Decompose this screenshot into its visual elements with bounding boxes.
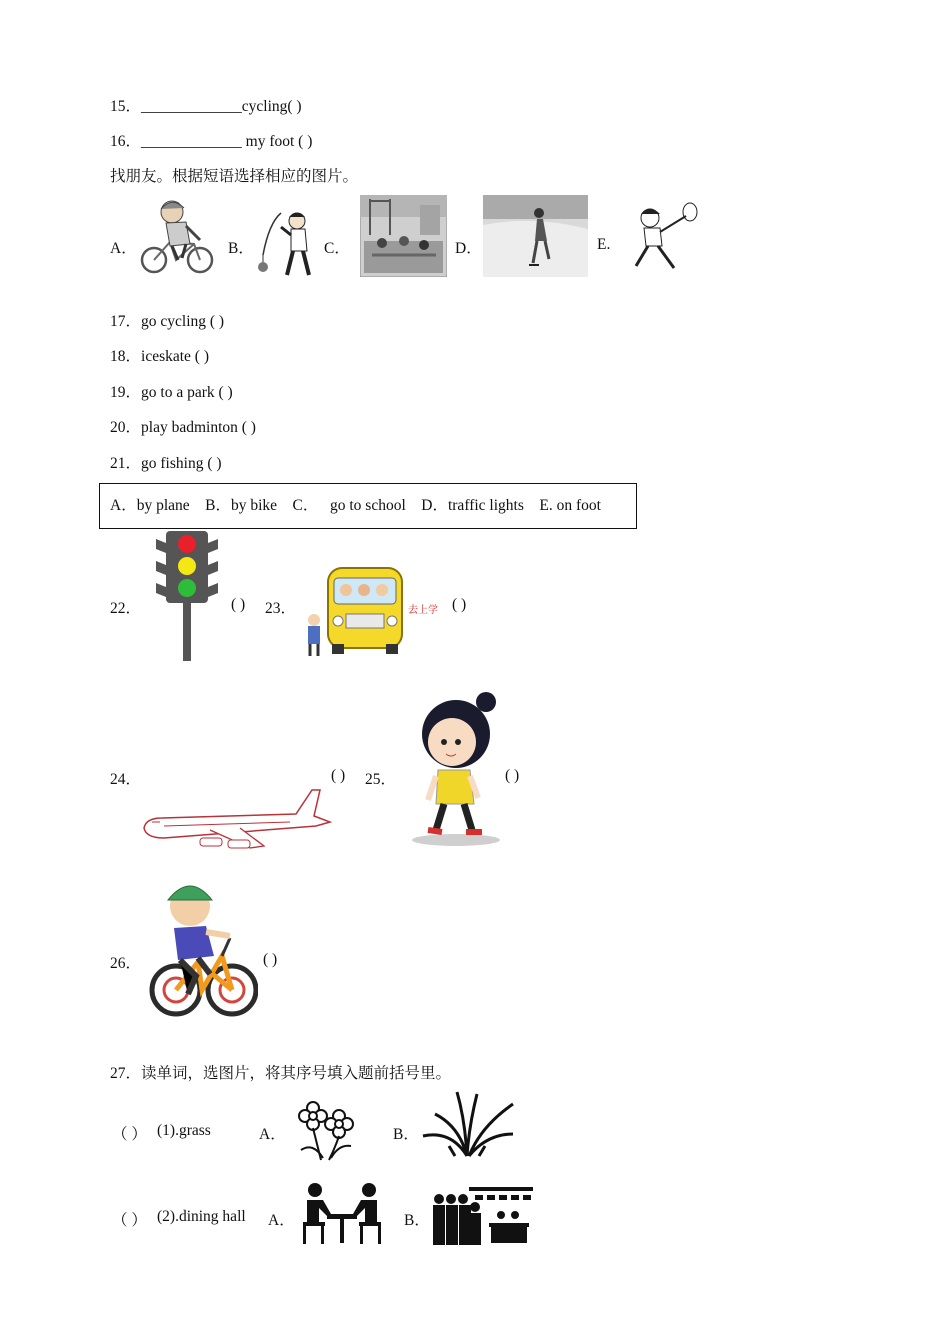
- question-number: 16．: [110, 133, 142, 150]
- question-25-number: 25．: [365, 771, 397, 788]
- q27-row1-option-a: A．: [259, 1126, 286, 1143]
- bus-sign-text: 去上学: [408, 605, 438, 616]
- traffic-light-icon: [154, 529, 220, 661]
- question-text: cycling( ): [241, 98, 302, 115]
- hall-icon: [431, 1185, 533, 1245]
- park-scene-photo-icon: [360, 195, 447, 277]
- q27-row1-word: (1).grass: [157, 1122, 211, 1139]
- option-label-e: E.: [597, 236, 611, 253]
- question-27-title: 27．读单词，选图片，将其序号填入题前括号里。: [110, 1065, 452, 1082]
- girl-walking-icon: [408, 692, 504, 848]
- boy-cycling-icon: [148, 876, 258, 1020]
- q27-row1-option-b: B．: [393, 1126, 419, 1143]
- section-title-find-friends: 找朋友。根据短语选择相应的图片。: [110, 168, 359, 185]
- answer-blank[interactable]: _____________: [141, 133, 242, 150]
- q27-row2-option-b: B．: [404, 1212, 430, 1229]
- q27-row1-paren[interactable]: （ ）: [112, 1126, 147, 1143]
- option-label-b: B．: [228, 240, 254, 257]
- question-number: 15．: [110, 98, 142, 115]
- q27-row2-word: (2).dining hall: [157, 1208, 246, 1225]
- question-23-number: 23．: [265, 600, 297, 617]
- question-19: 19．go to a park ( ): [110, 384, 233, 401]
- question-23-paren[interactable]: ( ): [452, 596, 467, 613]
- question-22-number: 22．: [110, 600, 142, 617]
- answer-blank[interactable]: _____________: [141, 98, 242, 115]
- question-18: 18．iceskate ( ): [110, 348, 210, 365]
- grass-icon: [421, 1090, 515, 1158]
- airplane-icon: [140, 786, 332, 852]
- girl-ice-skating-photo-icon: [483, 195, 588, 277]
- word-box-text: A．by plane B．by bike C． go to school D．traffic lights E. on foot: [110, 497, 601, 514]
- question-16: [110, 129, 312, 151]
- question-26-paren[interactable]: ( ): [263, 951, 278, 968]
- question-21: 21．go fishing ( ): [110, 455, 222, 472]
- school-bus-icon: [302, 562, 408, 658]
- question-24-paren[interactable]: ( ): [331, 767, 346, 784]
- question-26-number: 26．: [110, 955, 142, 972]
- question-text: my foot ( ): [241, 133, 313, 150]
- boy-riding-bicycle-icon: [136, 196, 218, 278]
- q27-row2-paren[interactable]: （ ）: [112, 1212, 147, 1229]
- question-22-paren[interactable]: ( ): [231, 596, 246, 613]
- question-25-paren[interactable]: ( ): [505, 767, 520, 784]
- question-24-number: 24．: [110, 771, 142, 788]
- option-label-a: A．: [110, 240, 137, 257]
- question-20: 20．play badminton ( ): [110, 419, 256, 436]
- option-label-d: D．: [455, 240, 482, 257]
- flowers-icon: [295, 1098, 357, 1162]
- q27-row2-option-a: A．: [268, 1212, 295, 1229]
- boy-fishing-icon: [255, 205, 317, 279]
- question-15: [110, 94, 302, 116]
- boy-playing-badminton-icon: [630, 202, 702, 272]
- question-17: 17．go cycling ( ): [110, 313, 225, 330]
- option-label-c: C．: [324, 240, 350, 257]
- dining-table-icon: [301, 1180, 383, 1244]
